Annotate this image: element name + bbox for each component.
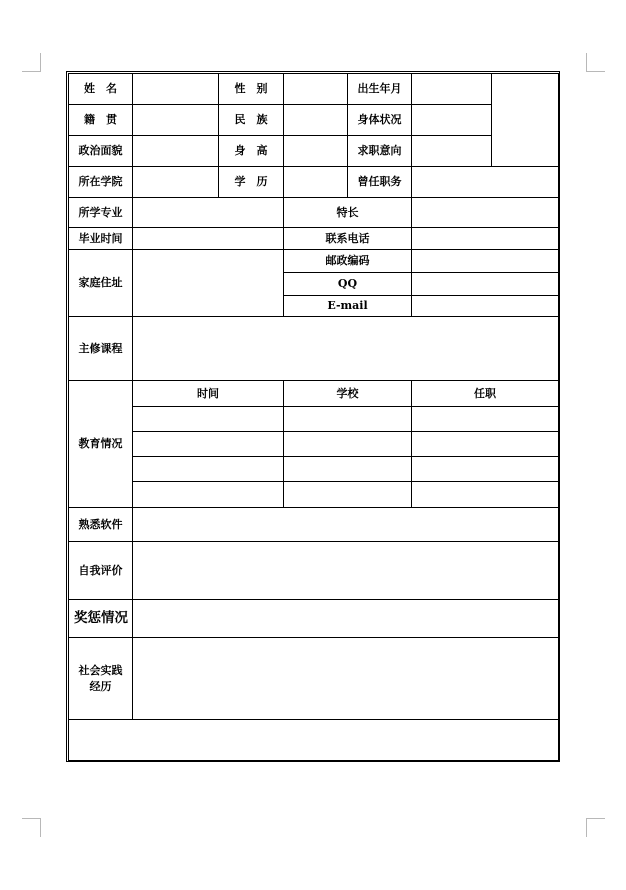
address-label: 家庭住址 <box>69 250 133 317</box>
edu-time-cell[interactable] <box>133 407 284 432</box>
row-self-eval <box>69 542 559 600</box>
crop-mark-top-right <box>586 53 605 72</box>
self-eval-field[interactable] <box>133 542 559 600</box>
awards-label: 奖惩情况 <box>69 600 133 638</box>
phone-label: 联系电话 <box>284 228 412 250</box>
edu-col-time: 时间 <box>133 381 284 407</box>
self-eval-label: 自我评价 <box>69 542 133 600</box>
edu-col-position: 任职 <box>412 381 559 407</box>
edu-col-school: 学校 <box>284 381 412 407</box>
row-blank <box>69 720 559 761</box>
specialty-label: 特长 <box>284 198 412 228</box>
graduation-label: 毕业时间 <box>69 228 133 250</box>
name-label: 姓 名 <box>69 74 133 105</box>
edu-row <box>69 407 559 432</box>
name-field[interactable] <box>133 74 219 105</box>
crop-mark-bottom-right <box>586 818 605 837</box>
major-field[interactable] <box>133 198 284 228</box>
crop-mark-bottom-left <box>22 818 41 837</box>
job-intent-field[interactable] <box>412 136 492 167</box>
height-label: 身 高 <box>219 136 284 167</box>
education-label: 学 历 <box>219 167 284 198</box>
education-field[interactable] <box>284 167 348 198</box>
awards-field[interactable] <box>133 600 559 638</box>
email-field[interactable] <box>412 296 559 317</box>
practice-label-line1: 社会实践 <box>78 664 123 678</box>
edu-school-cell[interactable] <box>284 482 412 508</box>
edu-school-cell[interactable] <box>284 407 412 432</box>
postcode-field[interactable] <box>412 250 559 273</box>
edu-school-cell[interactable] <box>284 457 412 482</box>
edu-position-cell[interactable] <box>412 432 559 457</box>
postcode-label: 邮政编码 <box>284 250 412 273</box>
edu-position-cell[interactable] <box>412 482 559 508</box>
edu-history-label: 教育情况 <box>69 381 133 508</box>
edu-time-cell[interactable] <box>133 482 284 508</box>
row-courses <box>69 317 559 381</box>
edu-time-cell[interactable] <box>133 457 284 482</box>
college-label: 所在学院 <box>69 167 133 198</box>
edu-row <box>69 432 559 457</box>
row-software <box>69 508 559 542</box>
birth-label: 出生年月 <box>348 74 412 105</box>
major-label: 所学专业 <box>69 198 133 228</box>
row-awards <box>69 600 559 638</box>
software-label: 熟悉软件 <box>69 508 133 542</box>
practice-label <box>69 638 133 720</box>
native-place-label: 籍 贯 <box>69 105 133 136</box>
phone-field[interactable] <box>412 228 559 250</box>
resume-form-table <box>68 73 559 761</box>
row-major <box>69 198 559 228</box>
edu-position-cell[interactable] <box>412 457 559 482</box>
row-edu-header <box>69 381 559 407</box>
gender-label: 性 别 <box>219 74 284 105</box>
job-intent-label: 求职意向 <box>348 136 412 167</box>
crop-mark-top-left <box>22 53 41 72</box>
photo-box[interactable] <box>492 74 559 167</box>
edu-position-cell[interactable] <box>412 407 559 432</box>
qq-field[interactable] <box>412 273 559 296</box>
courses-label: 主修课程 <box>69 317 133 381</box>
row-college <box>69 167 559 198</box>
row-practice <box>69 638 559 720</box>
row-political <box>69 136 559 167</box>
former-post-label: 曾任职务 <box>348 167 412 198</box>
ethnicity-field[interactable] <box>284 105 348 136</box>
practice-label-line2: 经历 <box>89 679 112 693</box>
health-field[interactable] <box>412 105 492 136</box>
email-label: E-mail <box>284 296 412 317</box>
practice-field[interactable] <box>133 638 559 720</box>
edu-row <box>69 457 559 482</box>
courses-field[interactable] <box>133 317 559 381</box>
address-field[interactable] <box>133 250 284 317</box>
specialty-field[interactable] <box>412 198 559 228</box>
edu-row <box>69 482 559 508</box>
political-status-field[interactable] <box>133 136 219 167</box>
political-status-label: 政治面貌 <box>69 136 133 167</box>
row-postcode <box>69 250 559 273</box>
former-post-field[interactable] <box>412 167 559 198</box>
college-field[interactable] <box>133 167 219 198</box>
row-native <box>69 105 559 136</box>
health-label: 身体状况 <box>348 105 412 136</box>
height-field[interactable] <box>284 136 348 167</box>
row-name <box>69 74 559 105</box>
software-field[interactable] <box>133 508 559 542</box>
gender-field[interactable] <box>284 74 348 105</box>
native-place-field[interactable] <box>133 105 219 136</box>
edu-school-cell[interactable] <box>284 432 412 457</box>
edu-time-cell[interactable] <box>133 432 284 457</box>
row-graduation <box>69 228 559 250</box>
qq-label: QQ <box>284 273 412 296</box>
bottom-blank-field[interactable] <box>69 720 559 761</box>
graduation-field[interactable] <box>133 228 284 250</box>
birth-field[interactable] <box>412 74 492 105</box>
ethnicity-label: 民 族 <box>219 105 284 136</box>
